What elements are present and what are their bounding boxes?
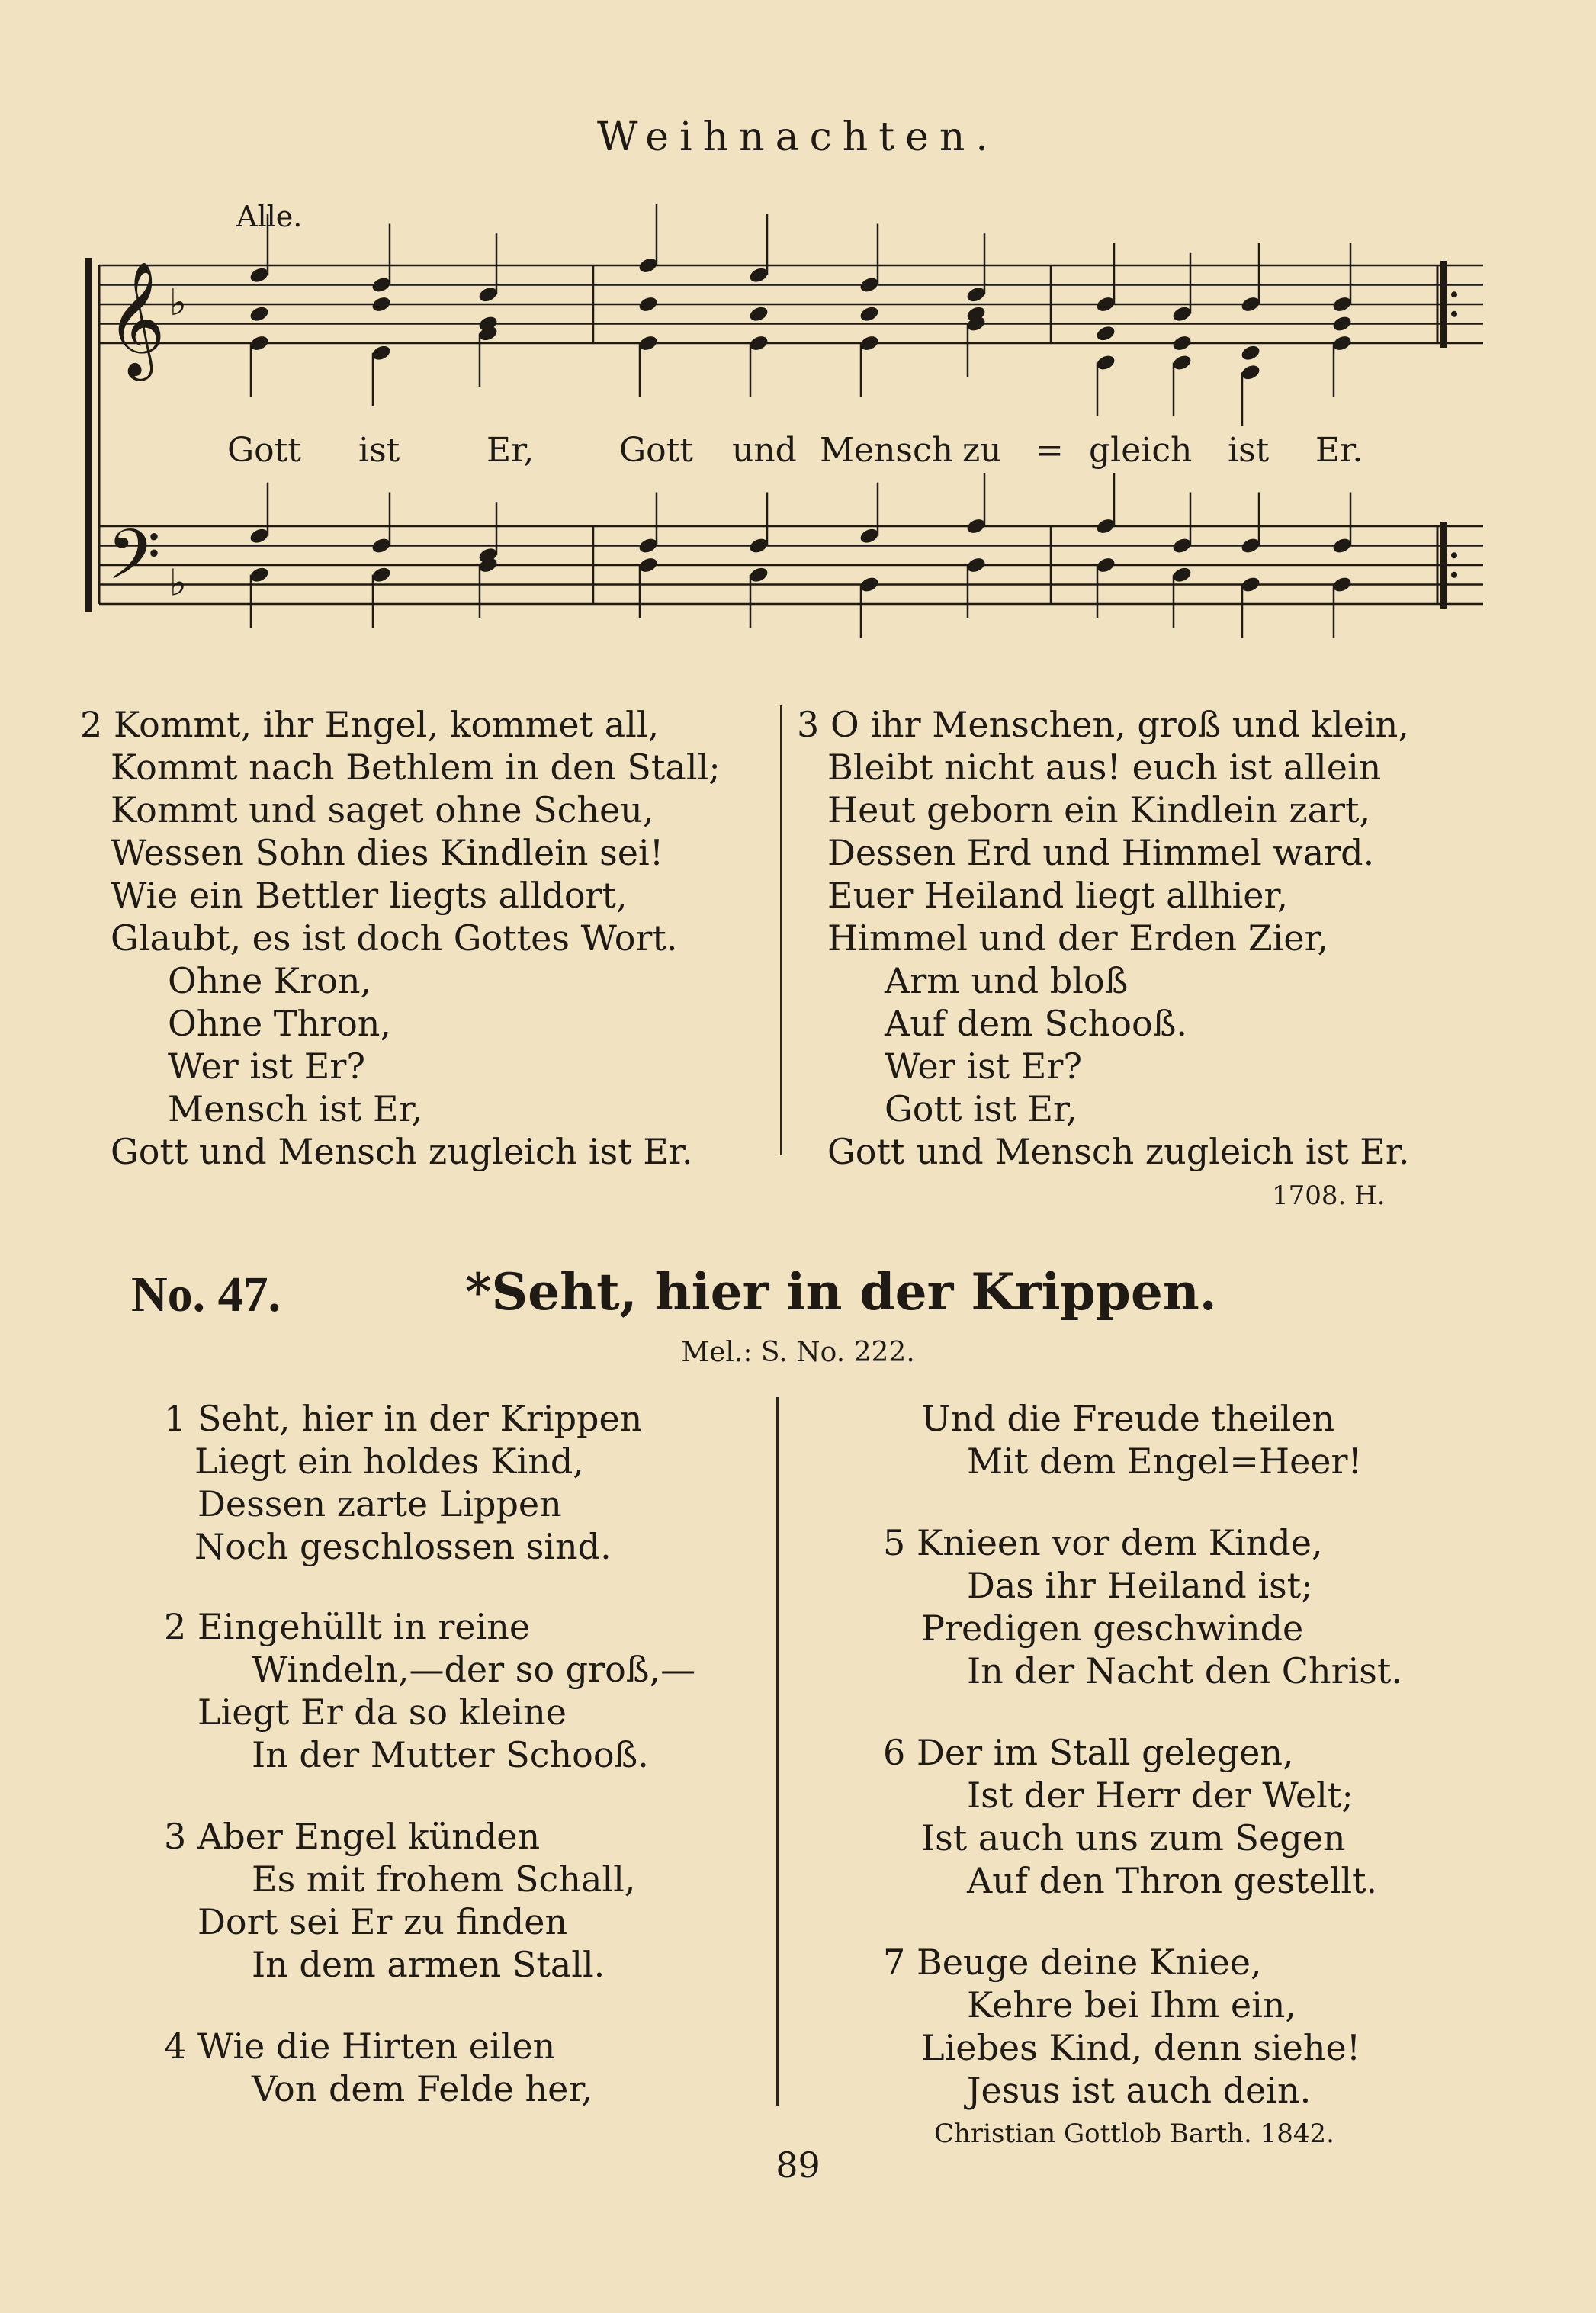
verse-line: Eingehüllt in reine [197,1606,531,1647]
lyric-word: Er, [487,431,535,470]
verse-line: Jesus ist auch dein. [967,2070,1312,2111]
note-head [1240,343,1262,362]
lyric-word: Gott [227,431,302,470]
column-divider [780,705,782,1155]
verse-line: Mensch ist Er, [168,1088,423,1129]
verse-line: Und die Freude theilen [921,1398,1335,1439]
repeat-dot [1451,291,1457,297]
treble-clef-icon: 𝄞 [107,260,165,376]
lyric-word: zu [962,431,1002,470]
verse-line: Liegt Er da so kleine [197,1691,567,1733]
verse-line: Das ihr Heiland ist; [967,1565,1313,1606]
bass-clef-icon: 𝄢 [107,514,161,612]
verse-line: Knieen vor dem Kinde, [917,1522,1323,1563]
hymn-number: No. 47. [131,1267,281,1322]
verse-line: Ist der Herr der Welt; [967,1775,1354,1816]
verse-line: In dem armen Stall. [252,1944,605,1985]
note-head [371,295,393,314]
verse-line: Der im Stall gelegen, [917,1732,1294,1773]
verse-number: 3 [797,704,820,745]
hymn46-verse-2 [80,703,721,1173]
verse-line: Gott und Mensch zugleich ist Er. [111,1131,693,1172]
flat-icon: ♭ [169,561,187,605]
verse-line: Gott ist Er, [885,1088,1077,1129]
lyric-word: gleich [1089,431,1193,470]
repeat-dot [1451,552,1457,558]
hymn-title: *Seht, hier in der Krippen. [465,1262,1217,1322]
verse-line: Von dem Felde her, [252,2068,592,2109]
tempo-marking: Alle. [236,200,303,233]
lyric-word: Gott [619,431,694,470]
hymn46-credit: 1708. H. [1272,1181,1386,1211]
verse-line: O ihr Menschen, groß und klein, [830,704,1409,745]
hymn47-credit: Christian Gottlob Barth. 1842. [934,2119,1334,2149]
verse-number: 2 [164,1606,187,1647]
verse-line: Heut geborn ein Kindlein zart, [827,789,1371,830]
column-divider [776,1397,779,2106]
verse-line: In der Mutter Schooß. [252,1734,649,1775]
lyric-word: und [732,431,797,470]
note-head [748,304,770,323]
verse-line: Es mit frohem Schall, [252,1858,636,1900]
verse-line: Auf den Thron gestellt. [967,1860,1378,1901]
lyric-word: ist [358,431,400,470]
repeat-dot [1451,572,1457,578]
hymn47-verse-5 [883,1521,1402,1692]
verse-line: Kommt und saget ohne Scheu, [111,789,654,830]
verse-line: Dort sei Er zu finden [197,1901,568,1942]
verse-line: Wessen Sohn dies Kindlein sei! [111,832,664,873]
verse-line: Bleibt nicht aus! euch ist allein [827,747,1382,788]
verse-number: 1 [164,1398,187,1439]
running-head: Weihnachten. [597,114,999,160]
verse-line: Dessen Erd und Himmel ward. [827,832,1375,873]
verse-line: Euer Heiland liegt allhier, [827,875,1289,916]
note-head [249,304,271,323]
verse-line: Liegt ein holdes Kind, [194,1441,584,1482]
verse-number: 7 [883,1942,906,1983]
melody-reference: Mel.: S. No. 222. [681,1337,915,1368]
verse-line: Ohne Thron, [168,1003,392,1044]
flat-icon: ♭ [169,281,187,324]
verse-line: Himmel und der Erden Zier, [827,917,1329,959]
music-score [0,0,1596,686]
verse-number: 4 [164,2025,187,2067]
verse-number: 3 [164,1816,187,1857]
verse-line: Ohne Kron, [168,960,372,1001]
verse-line: Kehre bei Ihm ein, [967,1984,1297,2025]
verse-line: Wie die Hirten eilen [197,2025,556,2067]
note-head [637,295,660,314]
verse-line: Predigen geschwinde [921,1608,1304,1649]
verse-line: Kommt, ihr Engel, kommet all, [114,704,660,745]
hymn47-verse-1 [164,1397,642,1568]
verse-line: Windeln,—der so groß,— [252,1649,696,1690]
verse-line: Glaubt, es ist doch Gottes Wort. [111,917,678,959]
lyric-word: ist [1228,431,1270,470]
verse-line: Dessen zarte Lippen [197,1483,562,1524]
verse-line: Noch geschlossen sind. [194,1526,612,1567]
hymn47-verse-4-cont [883,1397,1362,1483]
hymn47-verse-4 [164,2025,592,2110]
verse-line: Mit dem Engel=Heer! [967,1441,1362,1482]
verse-line: Wer ist Er? [885,1046,1083,1087]
verse-line: Kommt nach Bethlem in den Stall; [111,747,721,788]
verse-line: Wer ist Er? [168,1046,366,1087]
note-head [1331,314,1354,333]
hymn46-verse-3 [797,703,1409,1173]
verse-line: Seht, hier in der Krippen [197,1398,643,1439]
verse-line: Beuge deine Kniee, [917,1942,1262,1983]
verse-line: Liebes Kind, denn siehe! [921,2027,1361,2068]
hymn47-verse-3 [164,1815,635,1986]
hymn47-verse-7 [883,1941,1360,2112]
hymn47-verse-6 [883,1731,1377,1902]
verse-number: 2 [80,704,103,745]
repeat-dot [1451,311,1457,317]
lyric-word: Mensch [820,431,953,470]
hymn47-verse-2 [164,1605,695,1776]
verse-line: Auf dem Schooß. [885,1003,1188,1044]
note-head [1171,334,1193,353]
verse-line: Ist auch uns zum Segen [921,1817,1346,1858]
verse-number: 5 [883,1522,906,1563]
verse-line: Gott und Mensch zugleich ist Er. [827,1131,1410,1172]
verse-line: Arm und bloß [885,960,1129,1001]
note-head [1095,324,1117,343]
verse-line: Wie ein Bettler liegts alldort, [111,875,628,916]
lyric-word: = [1036,431,1064,470]
lyric-word: Er. [1315,431,1363,470]
verse-number: 6 [883,1732,906,1773]
verse-line: In der Nacht den Christ. [967,1650,1403,1691]
note-head [859,304,881,323]
verse-line: Aber Engel künden [197,1816,541,1857]
page-number: 89 [776,2144,820,2186]
